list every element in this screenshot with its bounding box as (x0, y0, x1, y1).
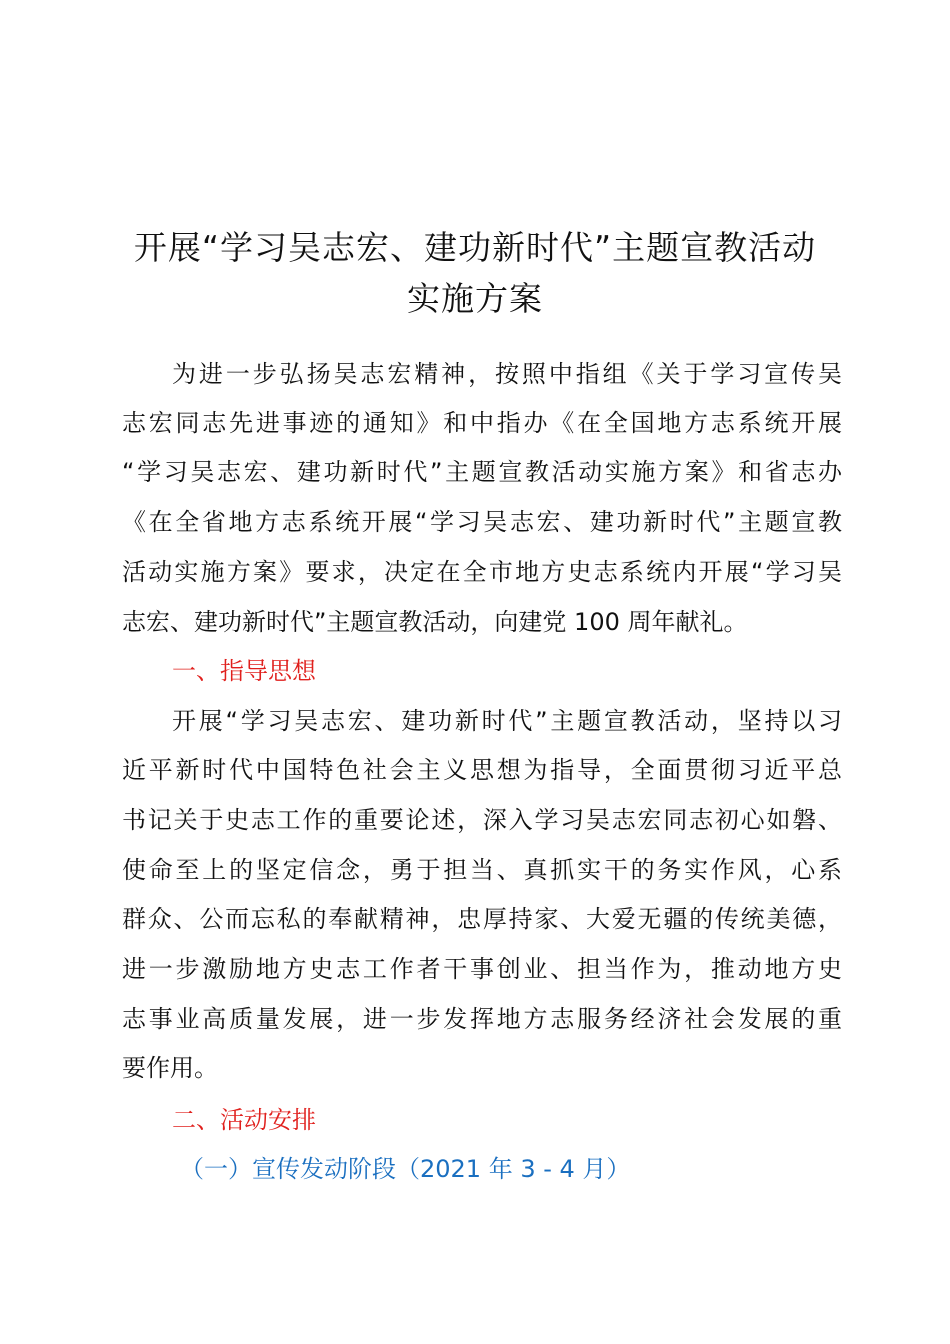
document-title-line1: 开展“学习吴志宏、建功新时代”主题宣教活动 (133, 228, 817, 267)
section1-paragraph-line: 书记关于史志工作的重要论述，深入学习吴志宏同志初心如磐、 (122, 806, 842, 834)
section1-paragraph-line: 志事业高质量发展，进一步发挥地方志服务经济社会发展的重 (122, 1005, 842, 1033)
section1-paragraph-line: 近平新时代中国特色社会主义思想为指导，全面贯彻习近平总 (122, 756, 842, 784)
document-title-line2: 实施方案 (407, 279, 543, 318)
section1-paragraph-line: 进一步激励地方史志工作者干事创业、担当作为，推动地方史 (122, 955, 842, 983)
intro-paragraph-line: 志宏、建功新时代”主题宣教活动，向建党 100 周年献礼。 (122, 608, 748, 636)
section1-paragraph-line: 群众、公而忘私的奉献精神，忠厚持家、大爱无疆的传统美德， (122, 905, 842, 933)
intro-paragraph-line: “学习吴志宏、建功新时代”主题宣教活动实施方案》和省志办 (122, 458, 842, 486)
section-heading-guiding-thought: 一、指导思想 (172, 657, 316, 685)
intro-paragraph-line: 志宏同志先进事迹的通知》和中指办《在全国地方志系统开展 (122, 409, 842, 437)
intro-paragraph-line: 活动实施方案》要求，决定在全市地方史志系统内开展“学习吴 (122, 558, 842, 586)
intro-paragraph-line: 《在全省地方志系统开展“学习吴志宏、建功新时代”主题宣教 (122, 508, 842, 536)
subsection-heading-publicity-stage: （一）宣传发动阶段（2021 年 3 - 4 月） (180, 1155, 631, 1183)
section1-paragraph-line: 要作用。 (122, 1054, 218, 1082)
section1-paragraph-line: 开展“学习吴志宏、建功新时代”主题宣教活动，坚持以习 (172, 707, 842, 735)
section1-paragraph-line: 使命至上的坚定信念，勇于担当、真抓实干的务实作风，心系 (122, 856, 842, 884)
intro-paragraph-line: 为进一步弘扬吴志宏精神，按照中指组《关于学习宣传吴 (172, 360, 842, 388)
section-heading-activity-arrangement: 二、活动安排 (172, 1106, 316, 1134)
